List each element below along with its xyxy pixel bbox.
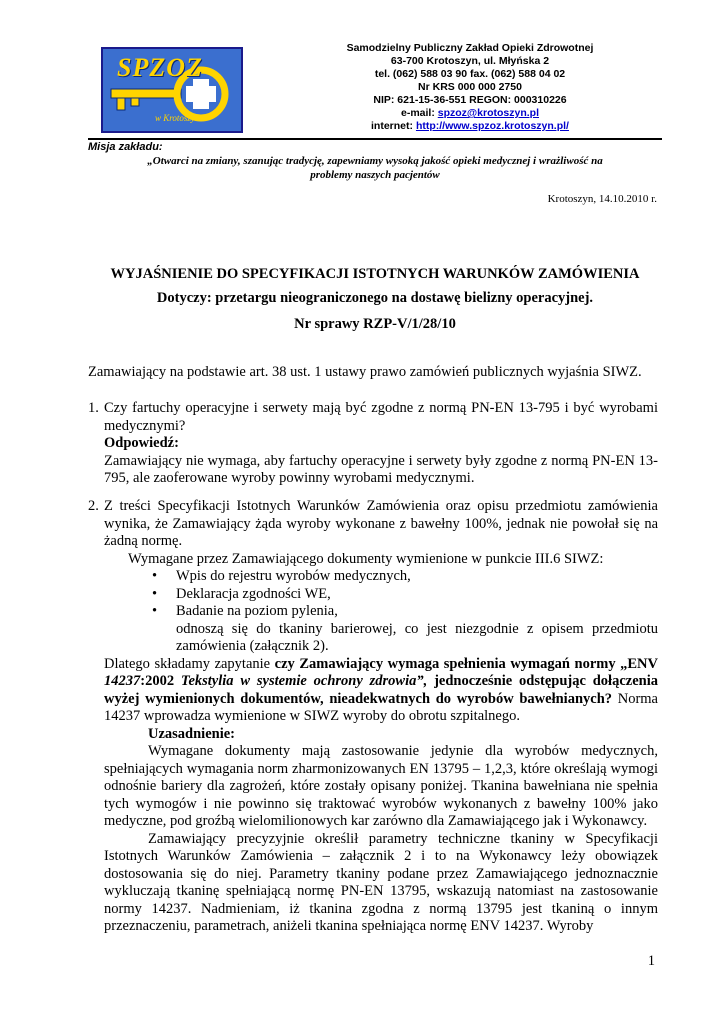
q1-block: [104, 400, 658, 488]
p3-text-b: czy Zamawiający wymaga spełnienia wymagań normy „ENV: [274, 655, 658, 672]
org-krs: Nr KRS 000 000 2750: [418, 81, 522, 93]
q2-paragraph-4: Wymagane dokumenty mają zastosowanie jedynie dla wyrobów medycznych, spełniających wymagania norm zharmonizowanych EN 13795 – 1,2,3, które określają wymogi odnośnie bariery dla zagrożeń, które zostały opisany poniżej. Tkanina bawełniana nie spełnia tych wymogów i nie powinno się traktować wyrobów wykonanych z bawełny 100% jako medyczne, pod groźbą wielomilionowych kar zarówno dla Zamawiającego jak i Wykonawcy.: [104, 743, 658, 829]
document-date: Krotoszyn, 14.10.2010 r.: [547, 193, 657, 205]
org-address: 63-700 Krotoszyn, ul. Młyńska 2: [390, 55, 550, 67]
list-item: • Badanie na poziom pylenia,: [152, 603, 658, 621]
email-link[interactable]: spzoz@krotoszyn.pl: [437, 107, 539, 119]
q2-number: 2.: [88, 498, 99, 514]
header-divider: [88, 138, 662, 140]
q2-paragraph-1: Z treści Specyfikacji Istotnych Warunków Zamówienia oraz opisu przedmiotu zamówienia wynika, że Zamawiający żąda wyroby wykonane z bawełny 100%, jednak nie powołał się na żadną normę.: [104, 498, 658, 549]
org-name: Samodzielny Publiczny Zakład Opieki Zdrowotnej: [346, 42, 594, 54]
list-item: • Wpis do rejestru wyrobów medycznych,: [152, 568, 658, 586]
q2-paragraph-3: [104, 656, 658, 726]
q2-paragraph-2: Wymagane przez Zamawiającego dokumenty wymienione w punkcie III.6 SIWZ:: [128, 550, 604, 567]
mission-text: [88, 154, 662, 182]
mission-label: Misja zakładu:: [88, 141, 163, 153]
org-nip-regon: NIP: 621-15-36-551 REGON: 000310226: [373, 94, 567, 106]
case-number: Nr sprawy RZP-V/1/28/10: [294, 316, 456, 332]
p3-text-f: jednocześnie odstępując dołączenia wyżej wymienionych dokumentów, nieadekwatnych do wyrobów bawełnianych?: [104, 673, 658, 707]
q2-paragraph-5: Zamawiający precyzyjnie określił parametry techniczne tkaniny w Specyfikacji Istotnych Warunków Zamówienia – załącznik 2 i to na Wykonawcy leży obowiązek dostosowania się do niej. Parametry tkaniny podane przez Zamawiającego jednoznacznie wykluczają tkaninę spełniającą normę PN-EN 13795, wskazują natomiast na zastosowanie normy 14237. Nadmieniam, iż tkanina zgodna z normą 13795 jest tkaniną o innym przeznaczeniu, parametrach, aniżeli tkanina spełniająca normę ENV 14237. Wyroby: [104, 830, 658, 934]
intro-paragraph: Zamawiający na podstawie art. 38 ust. 1 ustawy prawo zamówień publicznych wyjaśnia SIWZ.: [88, 364, 642, 380]
website-link[interactable]: http://www.spzoz.krotoszyn.pl/: [415, 120, 569, 132]
logo-subtext: w Krotoszynie: [155, 113, 206, 123]
q1-question: Czy fartuchy operacyjne i serwety mają być zgodne z normą PN-EN 13-795 i być wyrobami medycznymi?: [104, 400, 658, 434]
org-email-line: [300, 107, 640, 120]
org-header: [300, 42, 640, 133]
q1-answer-label: Odpowiedź:: [104, 435, 179, 451]
p3-text-c: 14237: [104, 673, 141, 689]
q1-number: 1.: [88, 400, 99, 416]
p3-text-d: :2002: [140, 673, 181, 689]
p3-text-e: Tekstylia w systemie ochrony zdrowia”,: [180, 673, 428, 689]
p3-text-a: Dlatego składamy zapytanie: [104, 655, 275, 672]
document-title: WYJAŚNIENIE DO SPECYFIKACJI ISTOTNYCH WARUNKÓW ZAMÓWIENIA: [110, 266, 640, 282]
list-item: • Deklaracja zgodności WE,: [152, 586, 658, 604]
logo-brand-text: SPZOZ: [117, 53, 203, 82]
document-subject: Dotyczy: przetargu nieograniczonego na dostawę bielizny operacyjnej.: [156, 290, 594, 306]
page-number: 1: [647, 953, 655, 969]
q2-document-list: [152, 568, 658, 621]
q2-bullet-continuation: odnoszą się do tkaniny barierowej, co jest niezgodnie z opisem przedmiotu zamówienia (załącznik 2).: [176, 620, 658, 654]
justification-label: Uzasadnienie:: [148, 725, 235, 742]
mission-text-line1: „Otwarci na zmiany, szanując tradycję, zapewniamy wysoką jakość opieki medycznej i wrażliwość na: [147, 155, 603, 167]
mission-text-line2: problemy naszych pacjentów: [310, 169, 440, 181]
org-internet-line: [300, 120, 640, 133]
internet-label: internet:: [371, 120, 416, 132]
p3-text-g: Norma 14237 wprowadza wymienione w SIWZ wyroby do obrotu szpitalnego.: [104, 690, 658, 724]
spzoz-logo: [101, 47, 243, 133]
org-phone: tel. (062) 588 03 90 fax. (062) 588 04 02: [374, 68, 566, 80]
q2-block: [104, 498, 658, 936]
q1-answer: Zamawiający nie wymaga, aby fartuchy operacyjne i serwety były zgodne z normą PN-EN 13-795, ale zaoferowane wyroby powinny wyrobami medycznymi.: [104, 452, 658, 486]
email-label: e-mail:: [400, 107, 438, 119]
